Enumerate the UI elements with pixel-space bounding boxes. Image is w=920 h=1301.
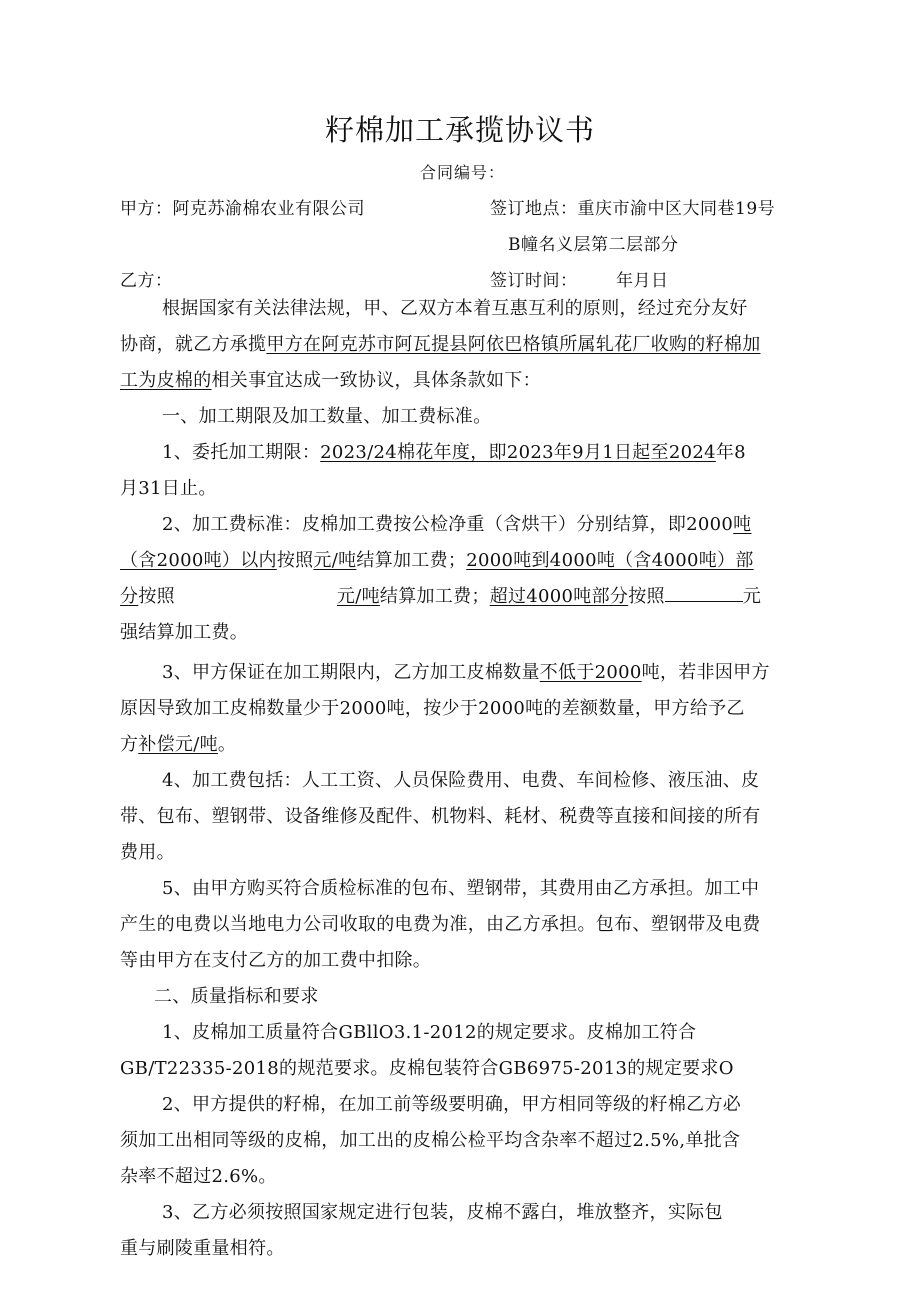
- clause-2-1: [120, 1015, 815, 1087]
- clause-1-1-d: 月31日止。: [120, 478, 217, 499]
- sign-place-line2: B幢名义层第二层部分: [508, 235, 679, 255]
- intro-paragraph: [120, 291, 815, 399]
- clause-1-2-n: 元: [742, 586, 762, 607]
- contract-number-label: 合同编号：: [420, 163, 506, 182]
- clause-1-3-g: 。: [217, 734, 237, 755]
- clause-1-3-c: 吨，若非因甲方: [641, 662, 770, 683]
- party-a: 甲方：阿克苏渝棉农业有限公司: [120, 199, 365, 219]
- sign-time-label: 签订时间：: [490, 271, 578, 291]
- intro-line2b: 甲方在阿克苏市阿瓦提县阿依巴格镇所属轧花厂收购的籽棉加: [266, 334, 761, 355]
- clause-1-2-d: 按照: [276, 550, 314, 571]
- clause-1-3-f: 补偿元/吨: [138, 734, 218, 755]
- clause-1-5-c: 等由甲方在支付乙方的加工费中扣除。: [120, 950, 432, 971]
- clause-1-2-b: 吨: [733, 514, 752, 535]
- clause-1-2-k: 结算加工费；: [379, 586, 490, 607]
- clause-1-5-a: 5、由甲方购买符合质检标准的包布、塑钢带，其费用由乙方承担。加工中: [162, 878, 760, 899]
- intro-line2a: 协商，就乙方承揽: [120, 334, 267, 355]
- clause-2-2-b: 须加工出相同等级的皮棉，加工出的皮棉公检平均含杂率不超过2.5%,单批含: [120, 1130, 741, 1151]
- clause-2-3: [120, 1195, 815, 1267]
- sign-place-line1: 签订地点：重庆市渝中区大同巷19号: [490, 199, 776, 219]
- sign-time-value: 年月日: [616, 271, 669, 291]
- clause-1-2-j: 元/吨: [336, 586, 380, 607]
- clause-1-3: [120, 655, 815, 763]
- clause-1-2-m: 按照: [628, 586, 665, 607]
- clause-1-2-h: 分: [120, 586, 139, 607]
- clause-1-1: [120, 435, 815, 507]
- clause-1-2-g: 2000吨到4000吨（含4000吨）部: [466, 550, 754, 571]
- contract-body: [120, 291, 815, 1267]
- clause-2-3-b: 重与刷陵重量相符。: [120, 1238, 285, 1259]
- clause-1-3-a: 3、甲方保证在加工期限内，乙方加工皮棉数量: [162, 662, 540, 683]
- clause-1-2-i: 按照: [138, 586, 175, 607]
- section1-heading: 一、加工期限及加工数量、加工费标准。: [162, 406, 492, 427]
- clause-1-1-b: 2023/24棉花年度，即2023年9月1日起至2024: [320, 442, 716, 463]
- price-blank: [665, 581, 743, 602]
- clause-2-1-a: 1、皮棉加工质量符合GBllO3.1-2012的规定要求。皮棉加工符合: [162, 1022, 697, 1043]
- clause-1-4-b: 带、包布、塑钢带、设备维修及配件、机物料、耗材、税费等直接和间接的所有: [120, 806, 761, 827]
- clause-1-4-c: 费用。: [120, 842, 175, 863]
- clause-2-2-a: 2、甲方提供的籽棉，在加工前等级要明确，甲方相同等级的籽棉乙方必: [162, 1094, 742, 1115]
- clause-1-2-a: 2、加工费标准：皮棉加工费按公检净重（含烘干）分别结算，即2000: [162, 514, 734, 535]
- clause-1-2-f: 结算加工费；: [356, 550, 467, 571]
- clause-1-3-b: 不低于2000: [539, 662, 642, 683]
- clause-1-5-b: 产生的电费以当地电力公司收取的电费为准，由乙方承担。包布、塑钢带及电费: [120, 914, 761, 935]
- clause-1-1-c: 年8: [715, 442, 746, 463]
- clause-2-3-a: 3、乙方必须按照国家规定进行包装，皮棉不露白，堆放整齐，实际包: [162, 1202, 723, 1223]
- clause-2-2: [120, 1087, 815, 1195]
- party-b: 乙方：: [120, 271, 173, 291]
- clause-1-4-a: 4、加工费包括：人工工资、人员保险费用、电费、车间检修、液压油、皮: [162, 770, 760, 791]
- clause-1-5: [120, 871, 815, 979]
- clause-1-2: [120, 507, 815, 651]
- intro-line3b: 相关事宜达成一致协议，具体条款如下：: [211, 370, 541, 391]
- intro-line1: 根据国家有关法律法规，甲、乙双方本着互惠互利的原则，经过充分友好: [162, 298, 748, 319]
- section2-heading: 二、质量指标和要求: [154, 986, 319, 1007]
- clause-2-2-c: 杂率不超过2.6%。: [120, 1166, 277, 1187]
- clause-1-3-e: 方: [120, 734, 139, 755]
- clause-1-4: [120, 763, 815, 871]
- clause-1-2-o: 强结算加工费。: [120, 622, 249, 643]
- clause-1-2-e: 元/吨: [313, 550, 357, 571]
- intro-line3a: 工为皮棉的: [120, 370, 212, 391]
- clause-1-2-l: 超过4000吨部分: [489, 586, 629, 607]
- clause-1-1-a: 1、委托加工期限：: [162, 442, 321, 463]
- clause-1-2-c: （含2000吨）以内: [120, 550, 277, 571]
- document-title: 籽棉加工承揽协议书: [324, 113, 595, 147]
- clause-1-3-d: 原因导致加工皮棉数量少于2000吨，按少于2000吨的差额数量，甲方给予乙: [120, 698, 745, 719]
- clause-2-1-b: GB/T22335-2018的规范要求。皮棉包装符合GB6975-2013的规定要求O: [120, 1058, 734, 1079]
